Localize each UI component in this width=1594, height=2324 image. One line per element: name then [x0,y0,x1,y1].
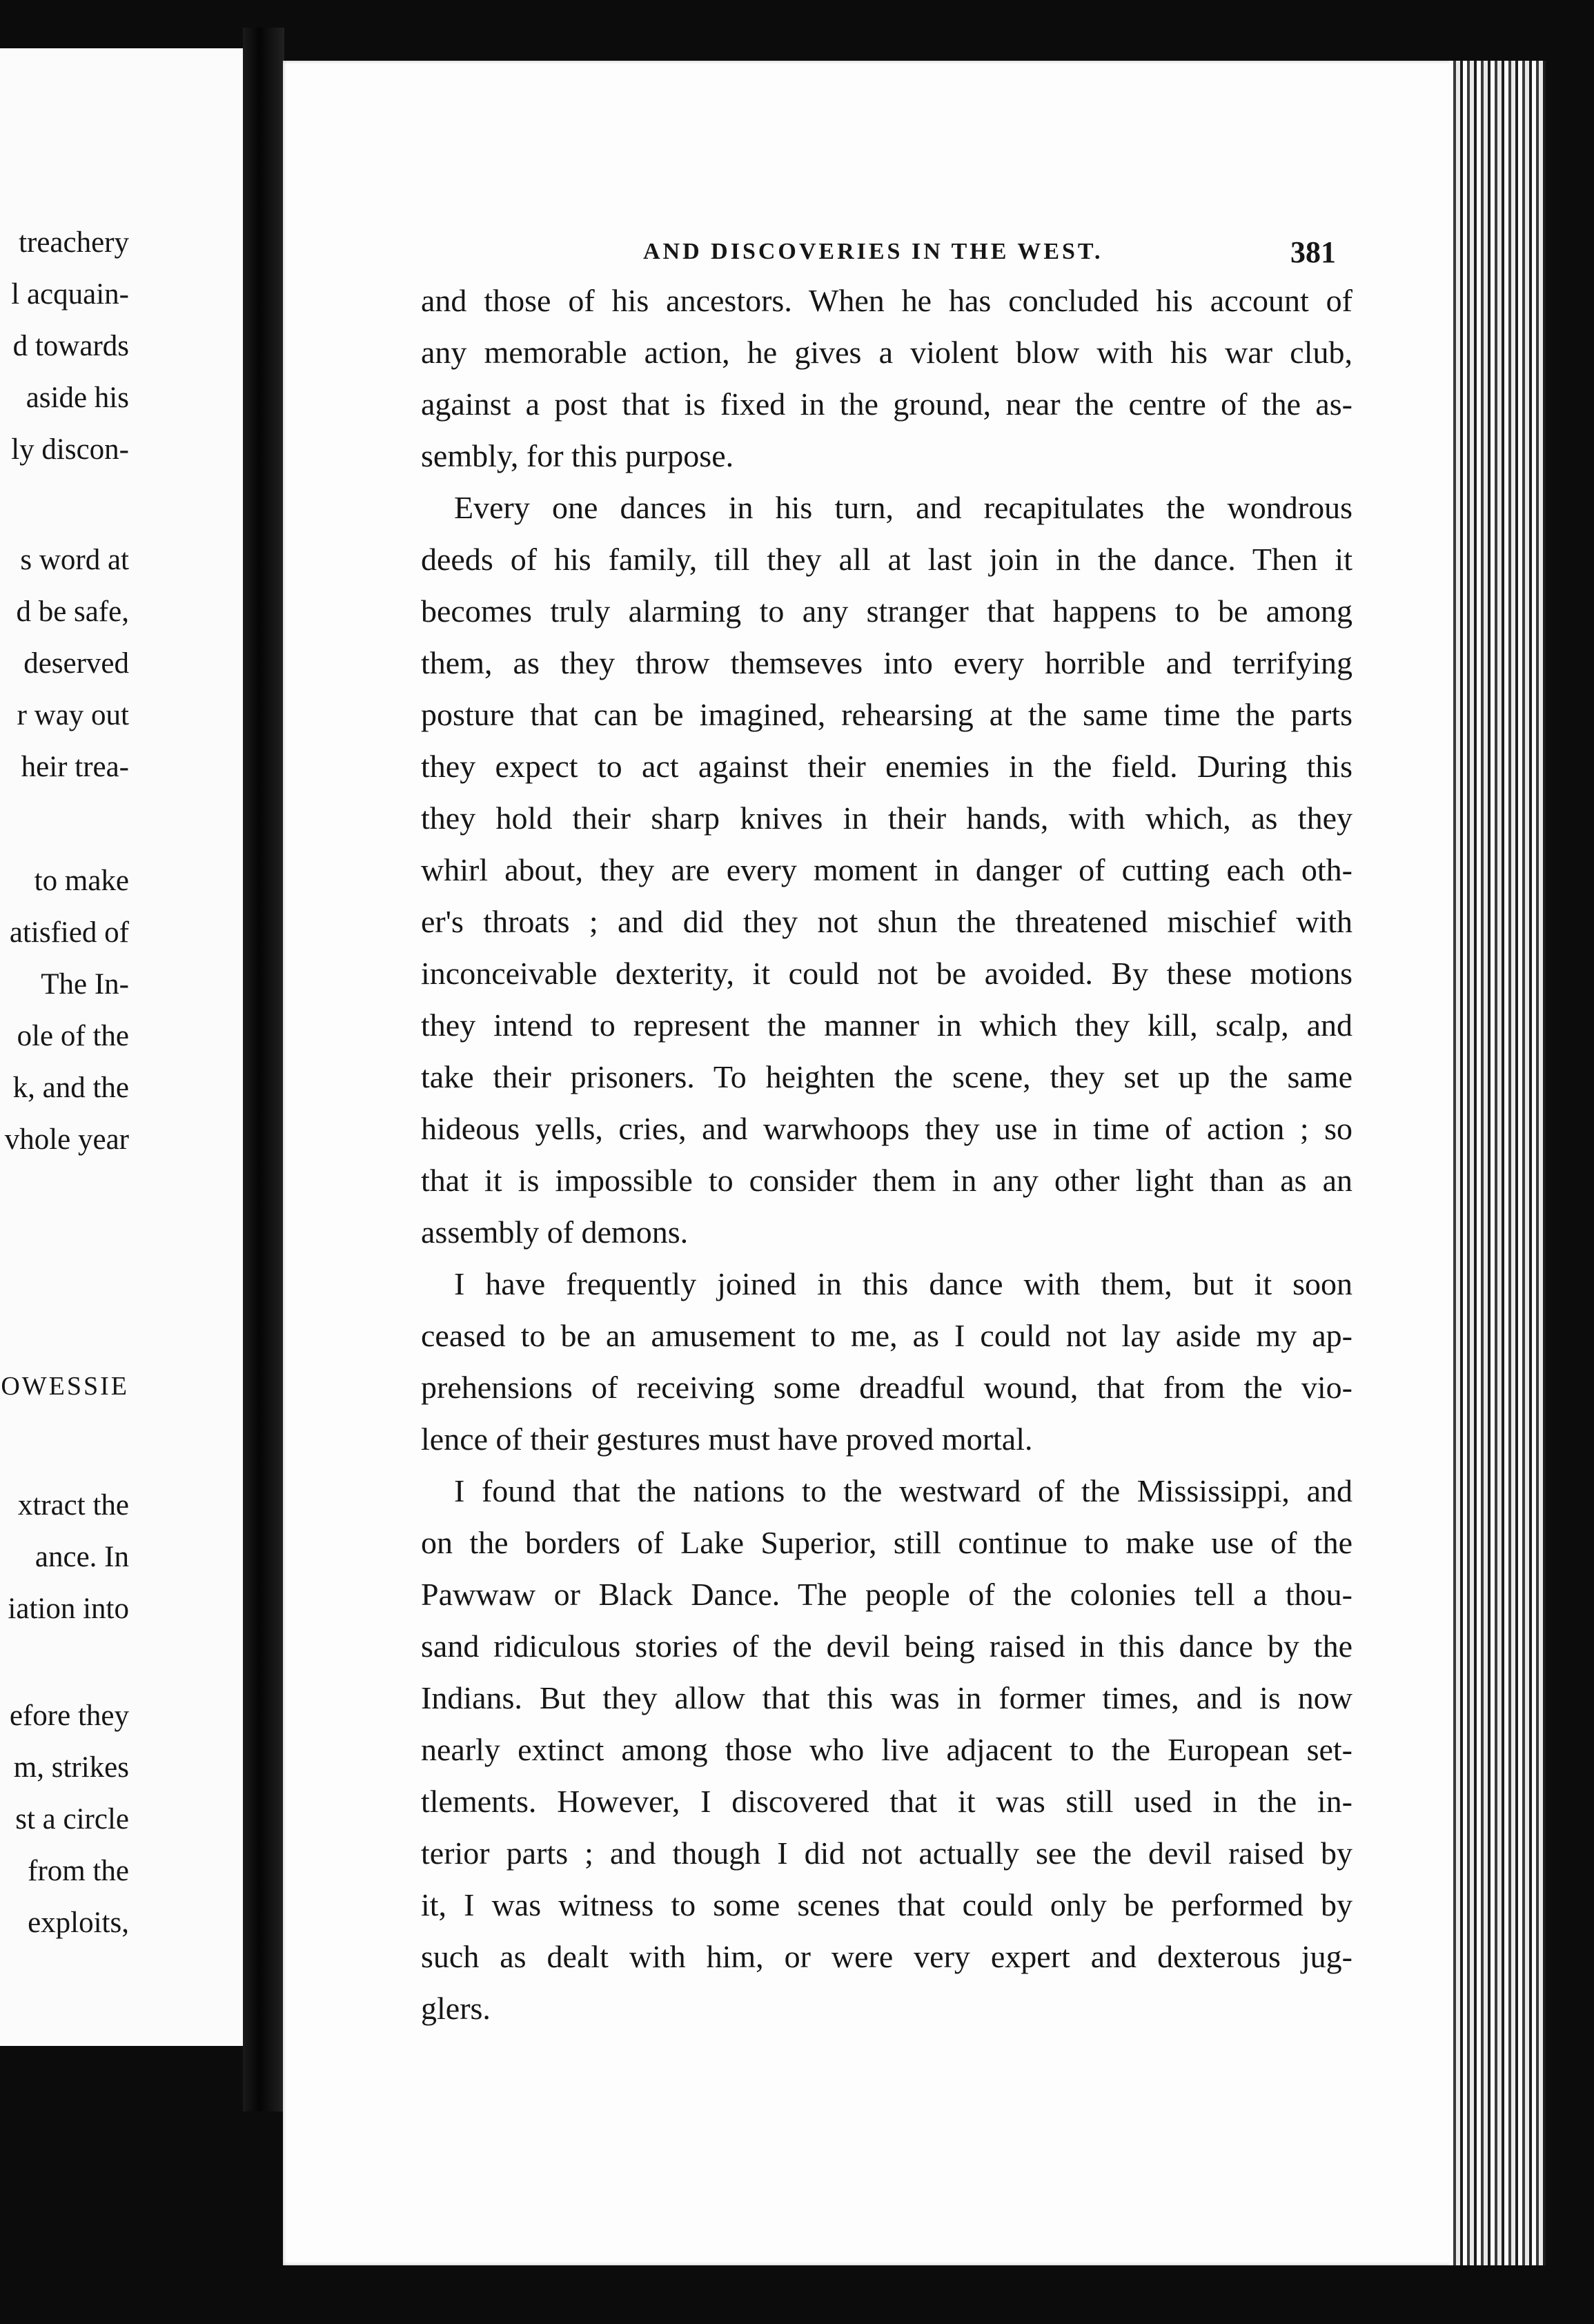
text-line: terior parts ; and though I did not actually see the devil raised by [421,1835,1352,1871]
text-line: tlements. However, I discovered that it was still used in the in- [421,1784,1352,1819]
text-line: them, as they throw themseves into every horrible and terrifying [421,645,1352,680]
left-page-text-fragment: m, strikes [13,1751,129,1784]
text-line: deeds of his family, till they all at last join in the dance. Then it [421,542,1352,577]
text-line: ceased to be an amusement to me, as I could not lay aside my ap- [421,1318,1352,1353]
text-line: lence of their gestures must have proved mortal. [421,1421,1033,1457]
text-line: inconceivable dexterity, it could not be avoided. By these motions [421,956,1352,991]
text-line: and those of his ancestors. When he has concluded his account of [421,283,1352,318]
text-line: er's throats ; and did they not shun the threatened mischief with [421,904,1352,939]
left-page [0,48,243,2046]
text-line: sembly, for this purpose. [421,438,734,473]
text-line: any memorable action, he gives a violent blow with his war club, [421,335,1352,370]
text-line: they intend to represent the manner in which they kill, scalp, and [421,1007,1352,1043]
right-page [283,61,1546,2265]
text-line: prehensions of receiving some dreadful wound, that from the vio- [421,1370,1352,1405]
left-page-text-fragment: from the [28,1855,129,1887]
page-number: 381 [1290,235,1336,269]
running-head: AND DISCOVERIES IN THE WEST. [643,239,1103,264]
left-page-text-fragment: d be safe, [16,595,129,628]
text-line: posture that can be imagined, rehearsing at the same time the parts [421,697,1352,732]
left-page-text-fragment: r way out [17,699,129,731]
text-line: it, I was witness to some scenes that could only be performed by [421,1887,1352,1922]
left-page-heading-fragment: OWESSIE [1,1372,129,1401]
text-line: sand ridiculous stories of the devil being raised in this dance by the [421,1628,1352,1664]
text-line: whirl about, they are every moment in danger of cutting each oth- [421,852,1352,887]
left-page-text-fragment: The In- [41,968,129,1001]
left-page-text-fragment: treachery [19,226,129,259]
left-page-text-fragment: vhole year [4,1123,129,1156]
text-line: on the borders of Lake Superior, still continue to make use of the [421,1525,1352,1560]
left-page-text-fragment: heir trea- [21,751,129,783]
text-line: Indians. But they allow that this was in former times, and is now [421,1680,1352,1715]
book-gutter [243,28,284,2111]
text-line: against a post that is fixed in the ground, near the centre of the as- [421,386,1352,422]
left-page-text-fragment: st a circle [15,1803,129,1835]
left-page-text-fragment: ole of the [17,1020,129,1052]
text-line: take their prisoners. To heighten the scene, they set up the same [421,1059,1352,1094]
left-page-text-fragment: iation into [8,1593,129,1625]
text-line: they hold their sharp knives in their hands, with which, as they [421,800,1352,836]
left-page-text-fragment: l acquain- [11,278,129,311]
paragraph-start-line: I found that the nations to the westward of the Mississippi, and [454,1473,1352,1508]
text-line: hideous yells, cries, and warwhoops they use in time of action ; so [421,1111,1352,1146]
left-page-text-fragment: s word at [20,544,129,576]
text-line: assembly of demons. [421,1214,689,1250]
left-page-text-fragment: atisfied of [9,916,129,949]
page-edge-stack [1449,61,1546,2265]
left-page-text-fragment: xtract the [17,1489,129,1522]
text-line: Pawwaw or Black Dance. The people of the colonies tell a thou- [421,1577,1352,1612]
left-page-text-fragment: k, and the [12,1072,129,1104]
text-line: that it is impossible to consider them in any other light than as an [421,1163,1352,1198]
left-page-text-fragment: efore they [9,1700,129,1732]
body-text [421,275,1352,2034]
text-line: nearly extinct among those who live adjacent to the European set- [421,1732,1352,1767]
left-page-text-fragment: d towards [12,330,129,362]
left-page-text-fragment: to make [34,865,129,897]
paragraph-start-line: Every one dances in his turn, and recapitulates the wondrous [454,490,1352,525]
text-line: they expect to act against their enemies in the field. During this [421,749,1352,784]
paragraph-start-line: I have frequently joined in this dance with them, but it soon [454,1266,1352,1301]
text-line: such as dealt with him, or were very expert and dexterous jug- [421,1939,1352,1974]
left-page-text-fragment: deserved [23,647,129,680]
left-page-text-fragment: aside his [26,382,129,414]
text-line: glers. [421,1991,491,2026]
left-page-text-fragment: ance. In [35,1541,129,1573]
left-page-text-fragment: exploits, [28,1907,129,1939]
left-page-text-fragment: ly discon- [11,433,129,466]
text-line: becomes truly alarming to any stranger that happens to be among [421,593,1352,629]
